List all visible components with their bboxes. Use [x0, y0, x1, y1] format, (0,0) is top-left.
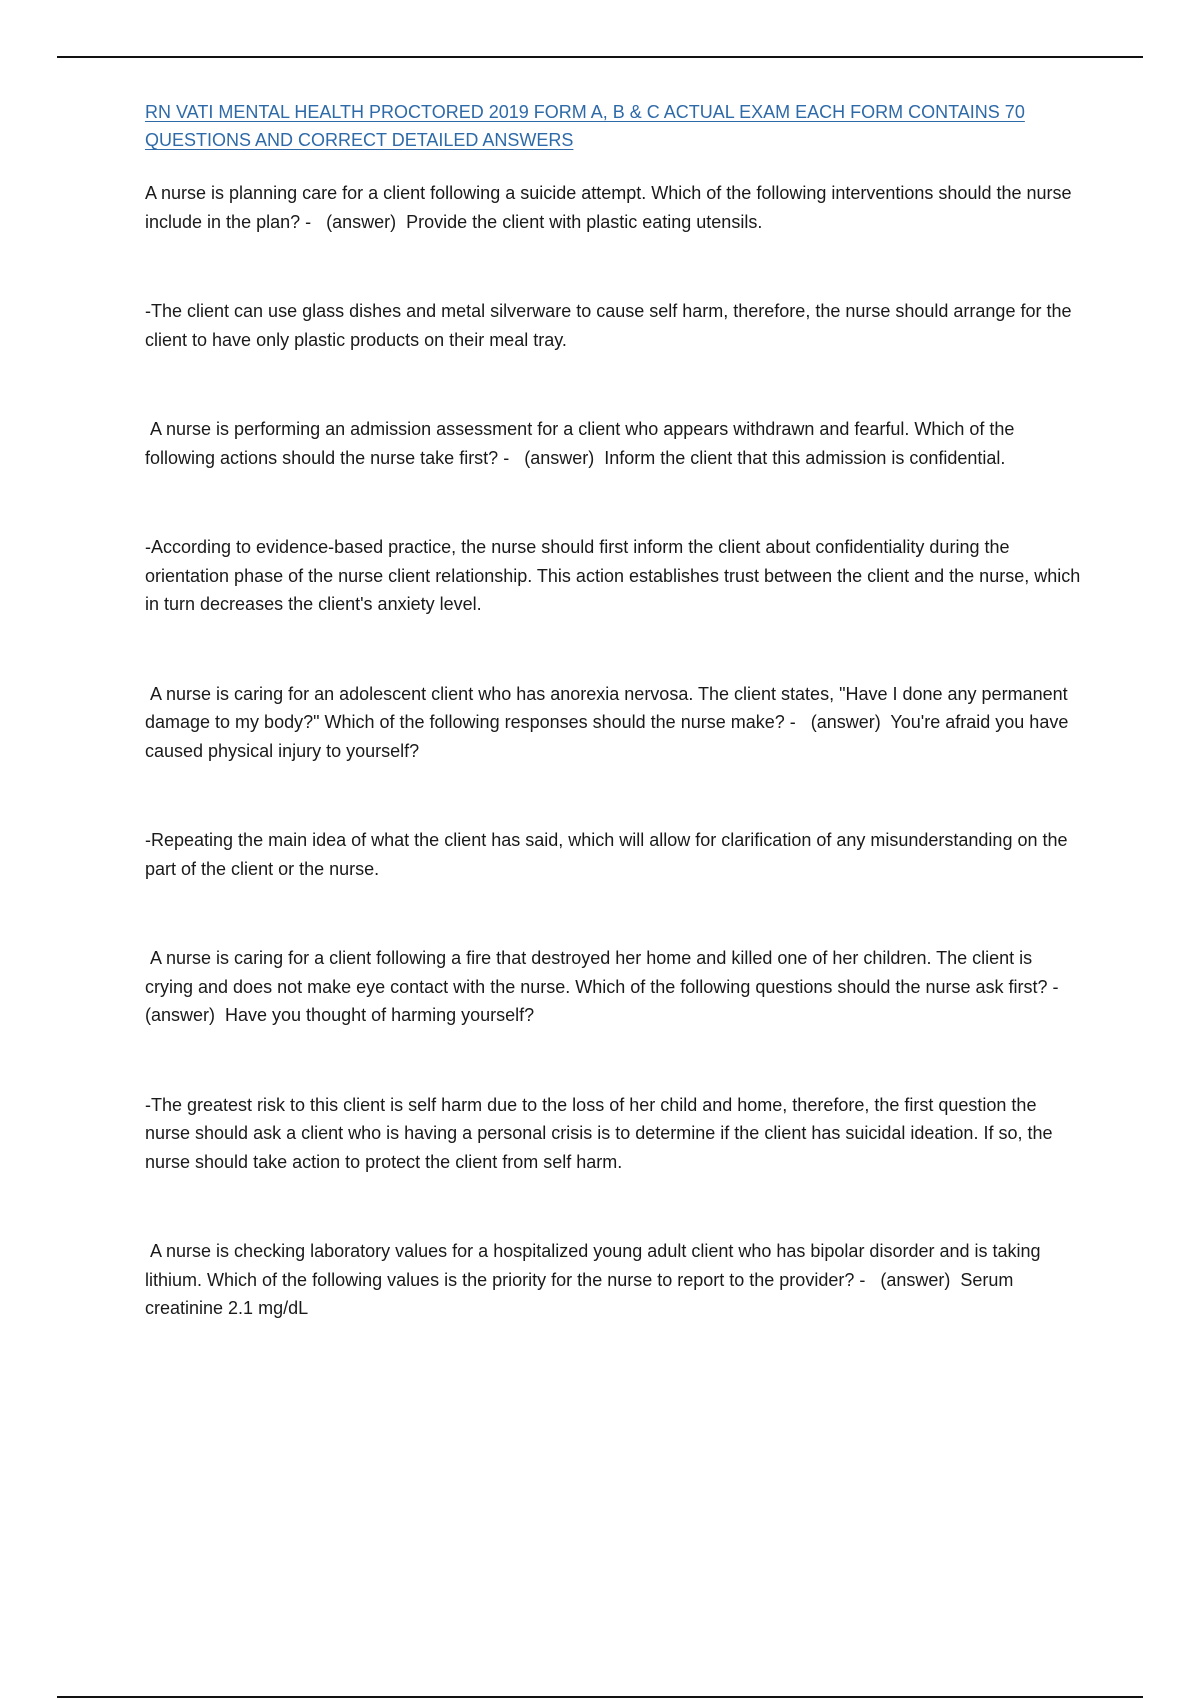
question-3: A nurse is caring for an adolescent client who has anorexia nervosa. The client states, "Have I done any permanent damage to my body?" Which of the following responses should the nurse make? - (answer) You're afraid you have caused physical injury to yourself? [145, 683, 1074, 761]
rationale-4: -The greatest risk to this client is self harm due to the loss of her child and home, therefore, the first question the nurse should ask a client who is having a personal crisis is to determine if the client has suicidal ideation. If so, the nurse should take action to protect the client from self harm. [145, 1094, 1058, 1172]
rationale-2: -According to evidence-based practice, the nurse should first inform the client about confidentiality during the orientation phase of the nurse client relationship. This action establishes trust between the client and the nurse, which in turn decreases the client's anxiety level. [145, 537, 1086, 614]
question-2: A nurse is performing an admission assessment for a client who appears withdrawn and fearful. Which of the following actions should the nurse take first? - (answer) Inform the client that this admission is confidential. [145, 419, 1020, 468]
question-1: A nurse is planning care for a client following a suicide attempt. Which of the following interventions should the nurse include in the plan? - (answer) Provide the client with plastic eating utensils. [145, 183, 1077, 232]
question-5: A nurse is checking laboratory values for a hospitalized young adult client who has bipolar disorder and is taking lithium. Which of the following values is the priority for the nurse to report to the provider? - (answer) Serum creatinine 2.1 mg/dL [145, 1241, 1046, 1318]
header-rule [57, 56, 1143, 58]
footer-rule [57, 1696, 1143, 1698]
document-body [145, 98, 1085, 1323]
question-4: A nurse is caring for a client following a fire that destroyed her home and killed one of her children. The client is crying and does not make eye contact with the nurse. Which of the following questions should the nurse ask first? - (answer) Have you thought of harming yourself? [145, 948, 1074, 1025]
rationale-1: -The client can use glass dishes and metal silverware to cause self harm, therefore, the nurse should arrange for the client to have only plastic products on their meal tray. [145, 301, 1077, 350]
document-title-link[interactable]: RN VATI MENTAL HEALTH PROCTORED 2019 FORM A, B & C ACTUAL EXAM EACH FORM CONTAINS 70 QUESTIONS AND CORRECT DETAILED ANSWERS [145, 102, 1025, 150]
rationale-3: -Repeating the main idea of what the client has said, which will allow for clarification of any misunderstanding on the part of the client or the nurse. [145, 830, 1073, 879]
